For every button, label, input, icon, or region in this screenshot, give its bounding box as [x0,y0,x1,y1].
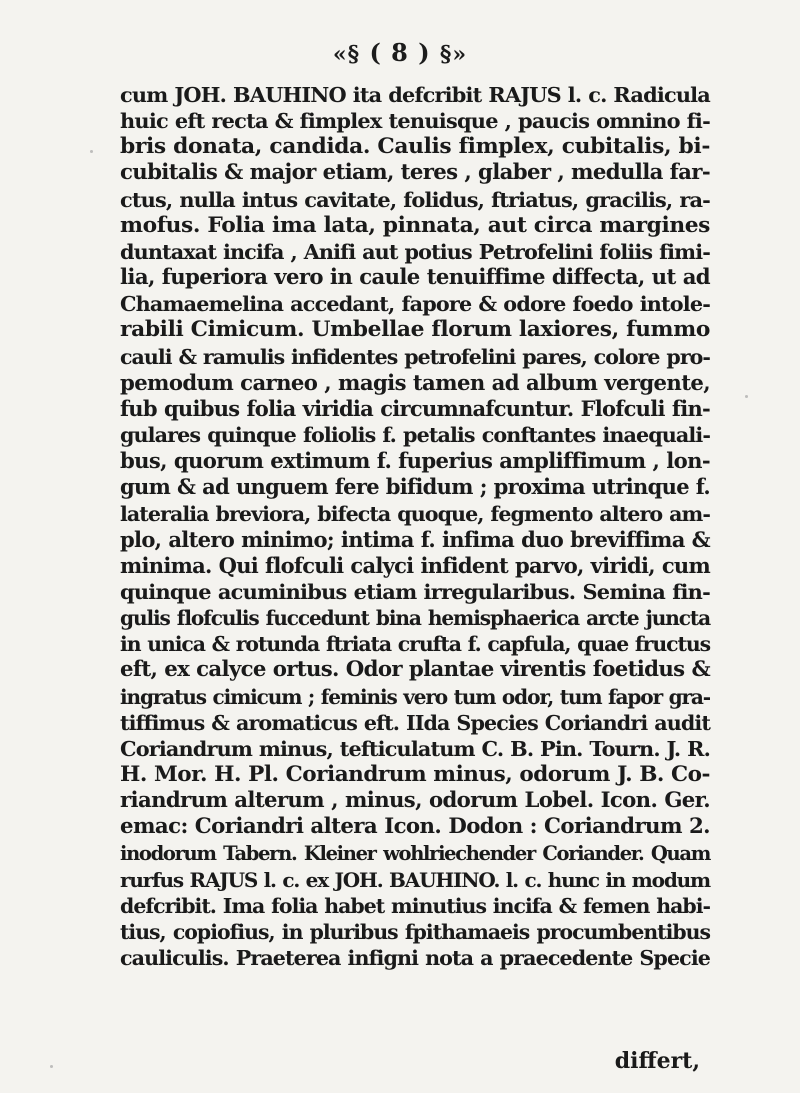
paper-speck [50,1065,53,1068]
text-line: duntaxat incifa , Anifi aut potius Petrofelini foliis fimi- [120,239,710,264]
text-line: defcribit. Ima folia habet minutius incifa & femen habi- [120,893,710,918]
text-line: plo, altero minimo; intima f. infima duo breviffima & [120,526,710,552]
text-line: inodorum Tabern. Kleiner wohlriechender Coriander. Quam [120,841,710,865]
text-line: cauli & ramulis infidentes petrofelini pares, colore pro- [120,344,710,369]
text-line: H. Mor. H. Pl. Coriandrum minus, odorum J. B. Co- [120,762,710,788]
text-line: eft, ex calyce ortus. Odor plantae virentis foetidus & [120,657,710,683]
text-line: lia, fuperiora vero in caule tenuiffime diffecta, ut ad [120,265,710,291]
text-line: ctus, nulla intus cavitate, folidus, ftriatus, gracilis, ra- [120,186,710,212]
paper-speck [90,150,93,153]
text-line: emac: Coriandri altera Icon. Dodon : Coriandrum 2. [120,814,710,840]
text-line: mofus. Folia ima lata, pinnata, aut circa margines [120,212,710,238]
text-line: bus, quorum extimum f. fuperius ampliffimum , lon- [120,448,710,474]
text-line: bris donata, candida. Caulis fimplex, cubitalis, bi- [120,134,710,160]
text-line: fub quibus folia viridia circumnafcuntur. Flofculi fin- [120,395,710,421]
text-line: gulares quinque foliolis f. petalis conftantes inaequali- [120,423,710,448]
paper-speck [745,395,748,398]
page-header [0,38,800,68]
text-line: cubitalis & major etiam, teres , glaber , medulla far- [120,160,710,186]
text-line: tius, copiofius, in pluribus fpithamaeis procumbentibus [120,920,710,944]
text-line: pemodum carneo , magis tamen ad album vergente, [120,369,710,395]
text-line: quinque acuminibus etiam irregularibus. Semina fin- [120,578,710,604]
text-line: rabili Cimicum. Umbellae florum laxiores, fummo [120,317,710,343]
text-line: in unica & rotunda ftriata crufta f. capfula, quae fructus [120,632,710,657]
catchword: differt, [614,1048,700,1074]
text-line: cauliculis. Praeterea infigni nota a praecedente Specie [120,946,710,971]
left-ornament: «§ [332,41,361,68]
body-text [120,82,710,971]
text-line: rurfus RAJUS l. c. ex JOH. BAUHINO. l. c. hunc in modum [120,867,710,892]
right-ornament: §» [439,41,468,68]
text-line: gulis flofculis fuccedunt bina hemisphaerica arcte juncta [120,606,710,631]
page-number: ( 8 ) [369,38,431,67]
text-line: gum & ad unguem fere bifidum ; proxima utrinque f. [120,474,710,500]
text-line: lateralia breviora, bifecta quoque, fegmento altero am- [120,501,710,526]
text-line: huic eft recta & fimplex tenuisque , paucis omnino fi- [120,108,710,134]
text-line: riandrum alterum , minus, odorum Lobel. Icon. Ger. [120,788,710,814]
text-line: Chamaemelina accedant, fapore & odore foedo intole- [120,292,710,317]
text-line: minima. Qui flofculi calyci infident parvo, viridi, cum [120,552,710,578]
text-line: Coriandrum minus, tefticulatum C. B. Pin. Tourn. J. R. [120,735,710,761]
text-line: tiffimus & aromaticus eft. IIda Species Coriandri audit [120,710,710,735]
text-line: ingratus cimicum ; feminis vero tum odor, tum fapor gra- [120,684,710,709]
text-line: cum JOH. BAUHINO ita defcribit RAJUS l. c. Radicula [120,82,710,107]
